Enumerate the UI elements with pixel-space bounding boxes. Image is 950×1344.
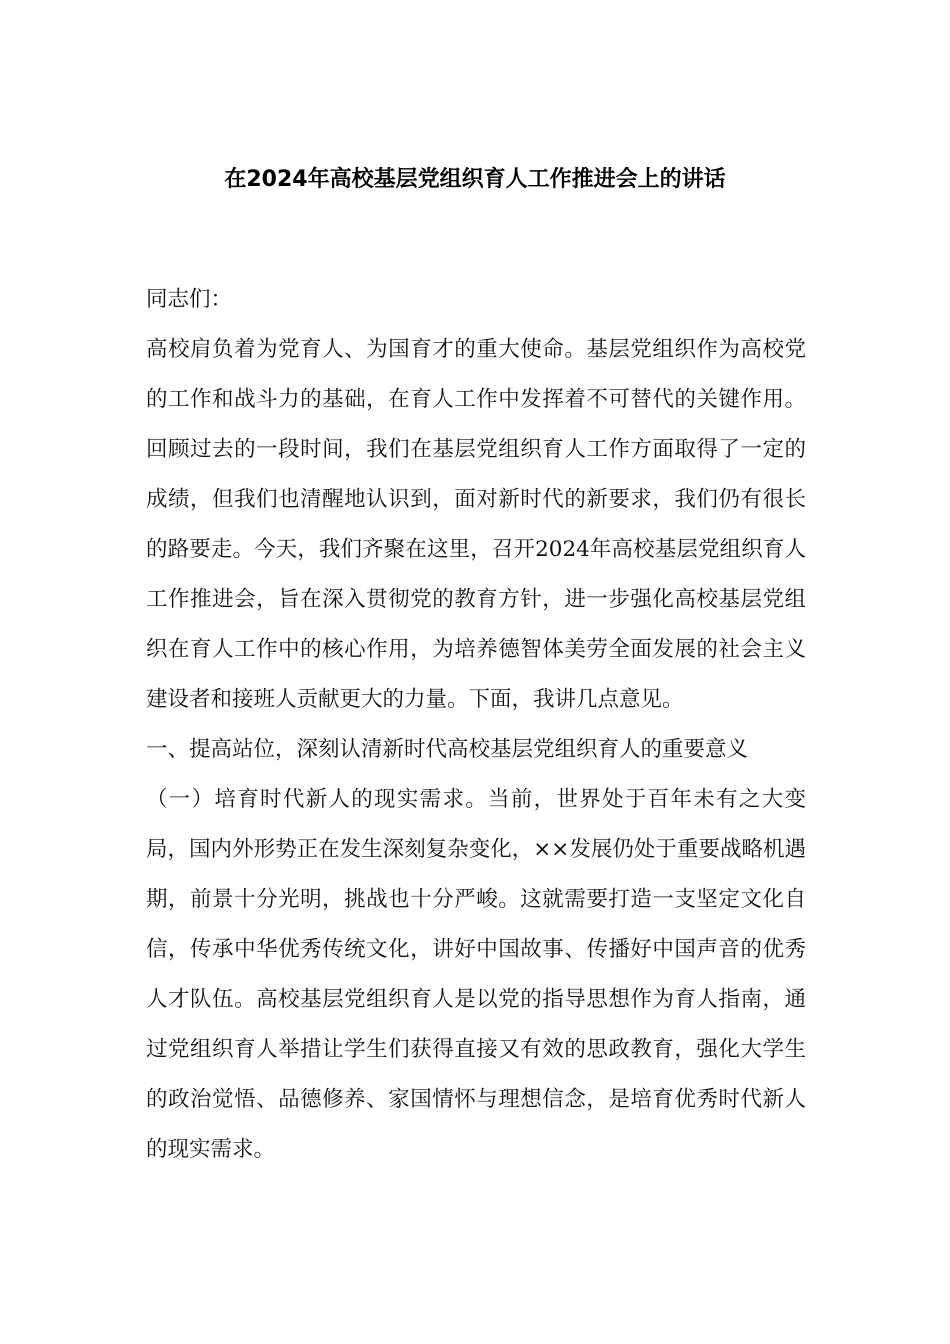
document-title: 在2024年高校基层党组织育人工作推进会上的讲话 [224, 167, 726, 192]
greeting: 同志们： [146, 287, 233, 312]
paragraph-subsection-1: （一）培育时代新人的现实需求。当前，世界处于百年未有之大变局，国内外形势正在发生深刻复杂变化，××发展仍处于重要战略机遇期，前景十分光明，挑战也十分严峻。这就需要打造一支坚定文化自信，传承中华优秀传统文化，讲好中国故事、传播好中国声音的优秀人才队伍。高校基层党组织育人是以党的指导思想作为育人指南，通过党组织育人举措让学生们获得直接又有效的思政教育，强化大学生的政治觉悟、品德修养、家国情怀与理想信念，是培育优秀时代新人的现实需求。 [146, 787, 806, 1162]
paragraph-intro: 高校肩负着为党育人、为国育才的重大使命。基层党组织作为高校党的工作和战斗力的基础，在育人工作中发挥着不可替代的关键作用。回顾过去的一段时间，我们在基层党组织育人工作方面取得了一定的成绩，但我们也清醒地认识到，面对新时代的新要求，我们仍有很长的路要走。今天，我们齐聚在这里，召开2024年高校基层党组织育人工作推进会，旨在深入贯彻党的教育方针，进一步强化高校基层党组织在育人工作中的核心作用，为培养德智体美劳全面发展的社会主义建设者和接班人贡献更大的力量。下面，我讲几点意见。 [146, 337, 806, 712]
section-heading-1: 一、提高站位，深刻认清新时代高校基层党组织育人的重要意义 [146, 737, 749, 762]
document-body [146, 275, 806, 1175]
